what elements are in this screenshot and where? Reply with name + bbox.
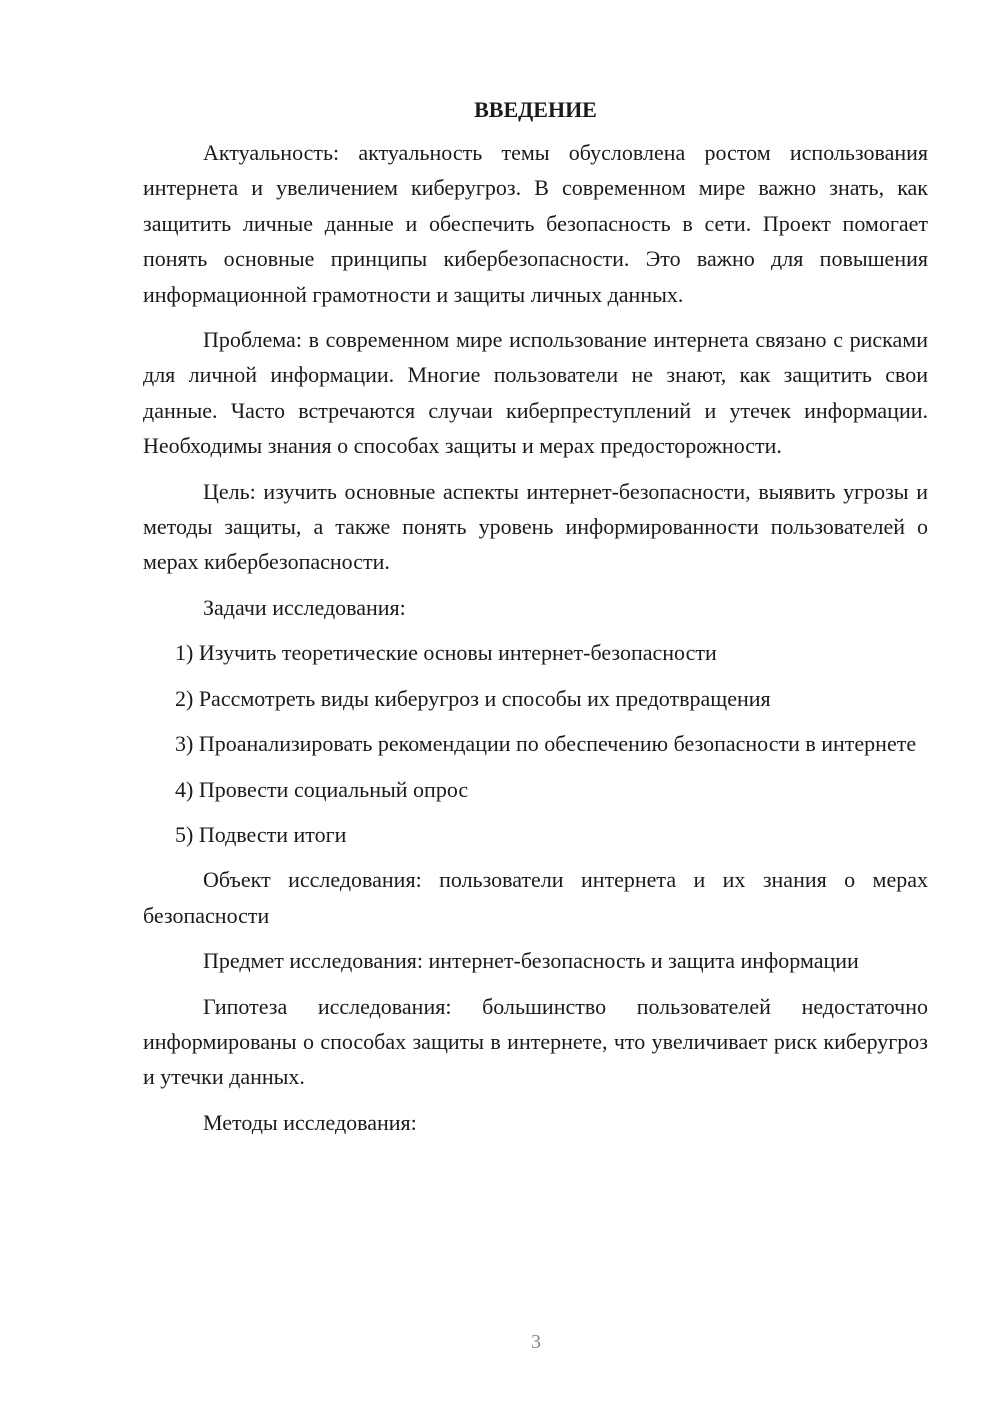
list-item: 5) Подвести итоги — [175, 821, 347, 847]
list-item: 3) Проанализировать рекомендации по обеспечению безопасности в интернете — [175, 731, 917, 757]
list-item: 2) Рассмотреть виды киберугроз и способы их предотвращения — [175, 685, 771, 711]
section-heading: ВВЕДЕНИЕ — [474, 97, 597, 122]
hypothesis-paragraph: Гипотеза исследования: большинство пользователей недостаточно информированы о способах защиты в интернете, что увеличивает риск киберугроз и утечки данных. — [143, 993, 928, 1090]
document-body — [143, 90, 928, 1150]
tasks-list — [143, 635, 928, 852]
object-paragraph: Объект исследования: пользователи интернета и их знания о мерах безопасности — [143, 867, 928, 928]
goal-paragraph: Цель: изучить основные аспекты интернет-безопасности, выявить угрозы и методы защиты, а также понять уровень информированности пользователей о мерах кибербезопасности. — [143, 478, 928, 575]
page-number: 3 — [531, 1331, 541, 1353]
relevance-paragraph: Актуальность: актуальность темы обусловлена ростом использования интернета и увеличением киберугроз. В современном мире важно знать, как защитить личные данные и обеспечить безопасность в сети. Проект помогает понять основные принципы кибербезопасности. Это важно для повышения информационной грамотности и защиты личных данных. — [143, 140, 928, 307]
list-item: 4) Провести социальный опрос — [175, 776, 469, 802]
methods-title: Методы исследования: — [203, 1109, 417, 1135]
subject-paragraph: Предмет исследования: интернет-безопасность и защита информации — [203, 948, 859, 974]
list-item: 1) Изучить теоретические основы интернет-безопасности — [175, 640, 717, 666]
problem-paragraph: Проблема: в современном мире использование интернета связано с рисками для личной информации. Многие пользователи не знают, как защитить свои данные. Часто встречаются случаи киберпреступлений и утечек информации. Необходимы знания о способах защиты и мерах предосторожности. — [143, 327, 928, 459]
tasks-title: Задачи исследования: — [203, 594, 406, 620]
